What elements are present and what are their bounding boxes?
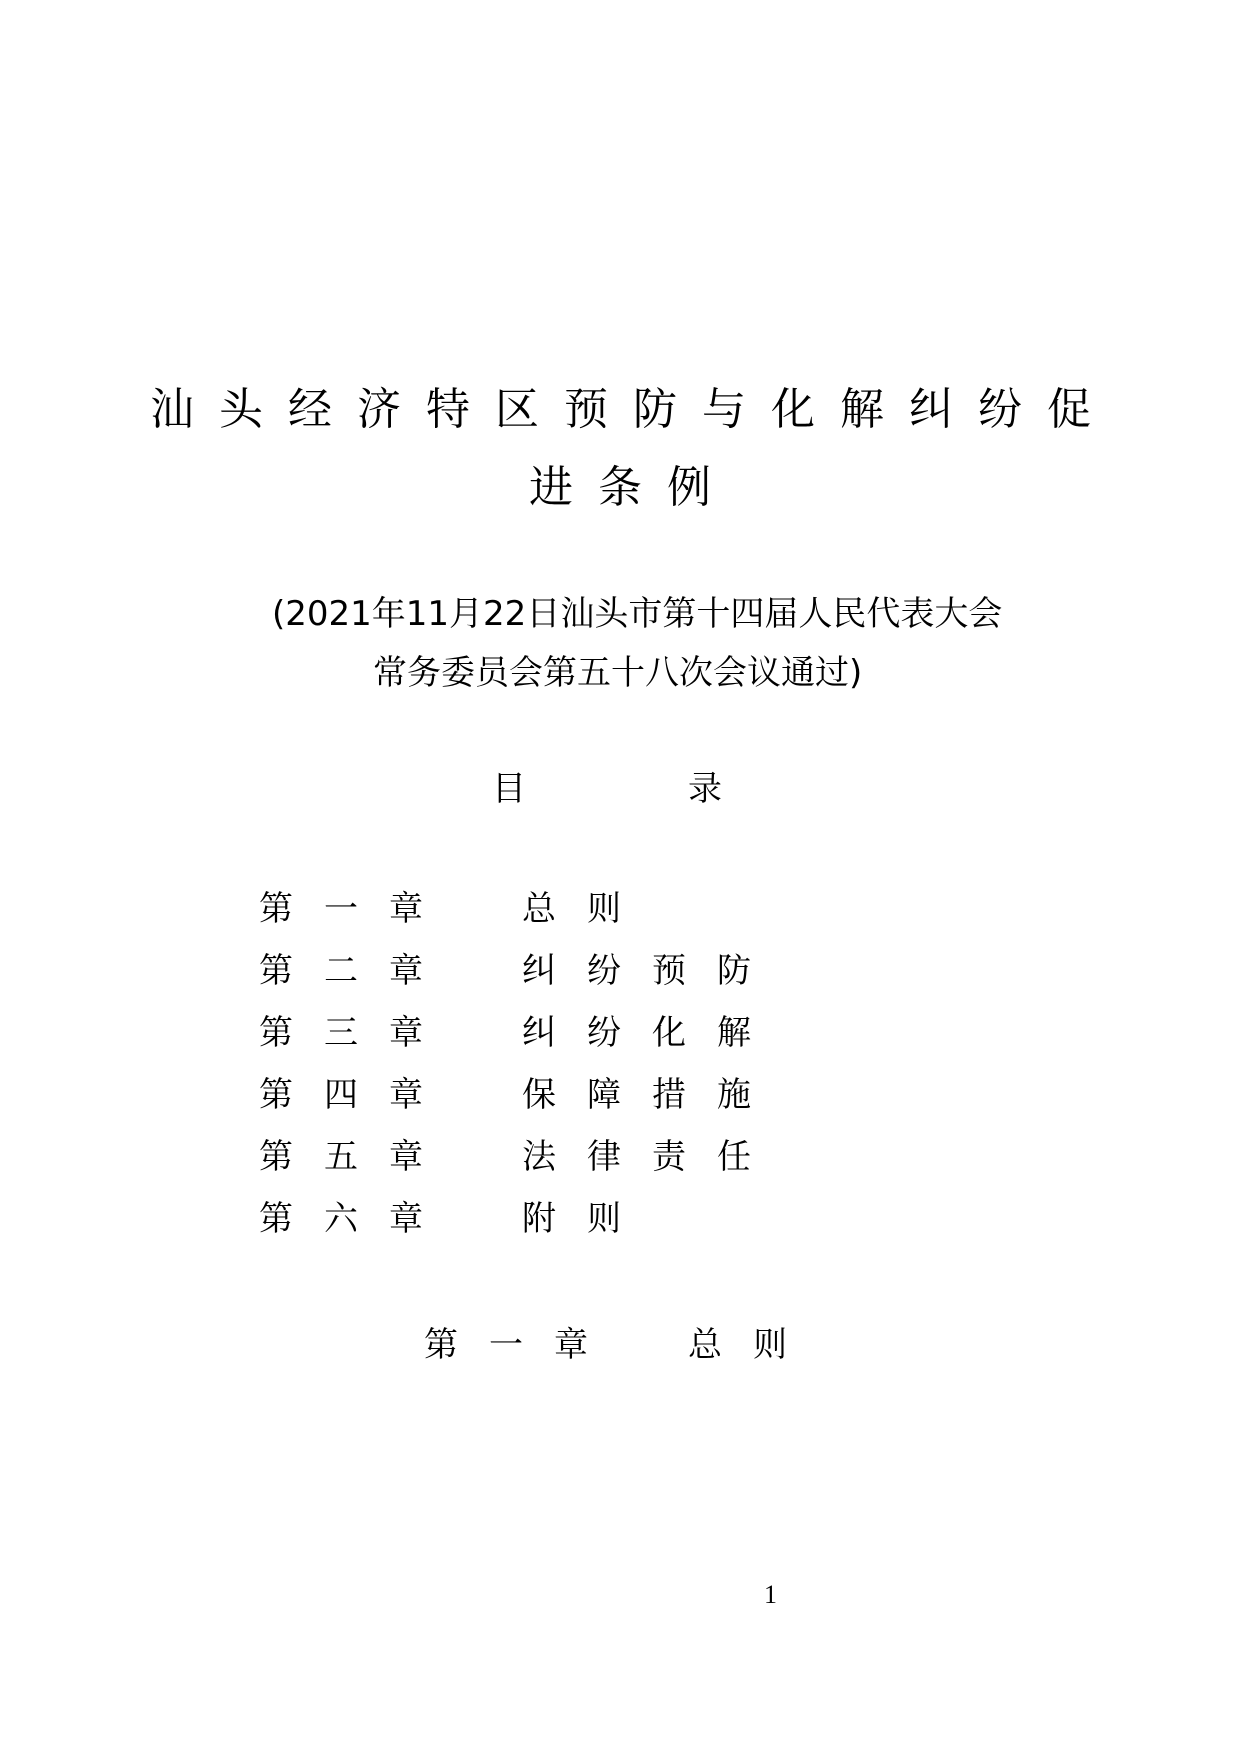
section-chapter-name: 总则 <box>688 1325 818 1365</box>
toc-chapter-number: 第二章 <box>259 951 454 991</box>
document-title-line-1: 汕头经济特区预防与化解纠纷促 <box>150 384 1116 435</box>
toc-chapter-number: 第三章 <box>259 1013 454 1053</box>
toc-heading-char-1: 目 <box>492 769 526 809</box>
toc-item <box>259 1013 859 1078</box>
toc-chapter-name: 总则 <box>522 889 652 929</box>
toc-item <box>259 1199 859 1264</box>
toc-chapter-name: 法律责任 <box>522 1137 782 1177</box>
toc-chapter-number: 第一章 <box>259 889 454 929</box>
toc-chapter-name: 附则 <box>522 1199 652 1239</box>
toc-item <box>259 889 859 954</box>
section-chapter-number: 第一章 <box>424 1325 619 1365</box>
toc-chapter-number: 第五章 <box>259 1137 454 1177</box>
toc-heading-char-2: 录 <box>688 769 722 809</box>
toc-chapter-name: 保障措施 <box>522 1075 782 1115</box>
toc-chapter-number: 第六章 <box>259 1199 454 1239</box>
document-title-line-2: 进条例 <box>529 462 736 513</box>
page-number: 1 <box>764 1580 777 1609</box>
toc-chapter-name: 纠纷化解 <box>522 1013 782 1053</box>
toc-item <box>259 1075 859 1140</box>
adoption-note-line-2: 常务委员会第五十八次会议通过) <box>373 653 863 693</box>
toc-item <box>259 951 859 1016</box>
table-of-contents <box>259 889 859 1264</box>
toc-chapter-number: 第四章 <box>259 1075 454 1115</box>
toc-item <box>259 1137 859 1202</box>
toc-chapter-name: 纠纷预防 <box>522 951 782 991</box>
adoption-note-line-1: (2021年11月22日汕头市第十四届人民代表大会 <box>272 594 1003 634</box>
